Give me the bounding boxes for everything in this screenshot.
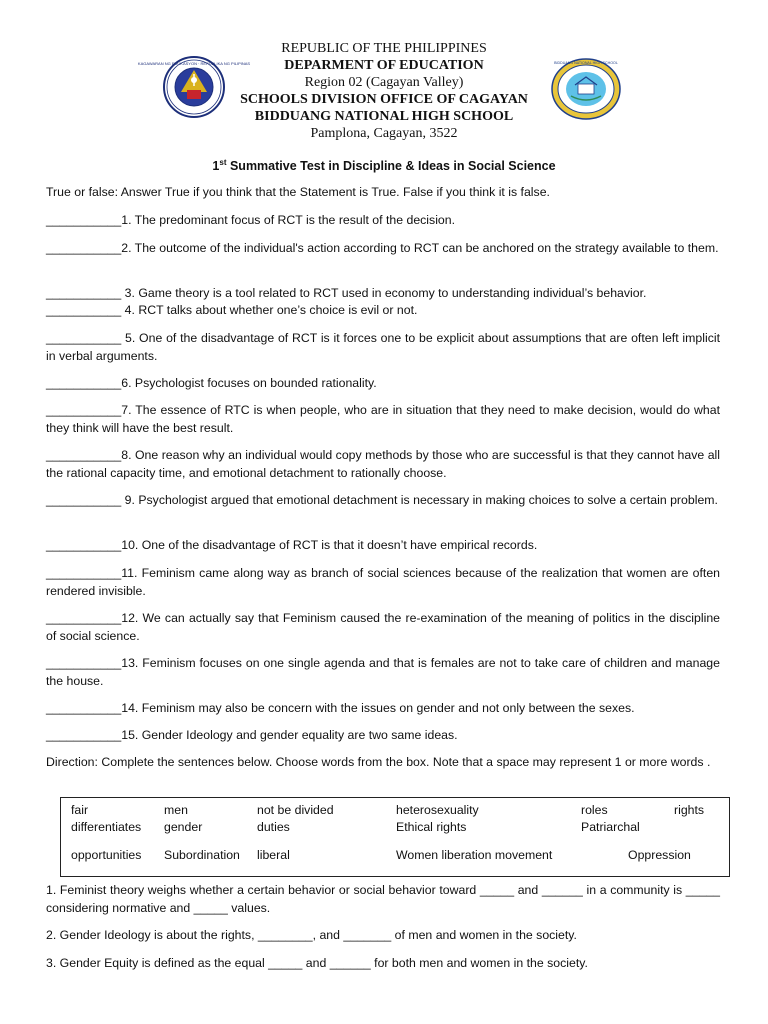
word-box-item: heterosexuality <box>396 803 479 817</box>
question-6: ___________6. Psychologist focuses on bounded rationality. <box>46 376 377 390</box>
division-line: SCHOOLS DIVISION OFFICE OF CAGAYAN <box>240 92 528 107</box>
title-number: 1 <box>212 159 220 174</box>
word-box-item: fair <box>71 803 89 817</box>
deped-seal-text: KAGAWARAN NG EDUKASYON · REPUBLIKA NG PILIPINAS <box>137 61 251 66</box>
word-box-item: Oppression <box>628 848 691 862</box>
word-box-item: Subordination <box>164 848 240 862</box>
word-box-item: rights <box>674 803 705 817</box>
address-line: Pamplona, Cagayan, 3522 <box>310 126 458 141</box>
question-7: ___________7. The essence of RTC is when people, who are in situation that they need to make decision, would do what they think will have the best result. <box>46 403 720 435</box>
word-box-item: not be divided <box>257 803 334 817</box>
direction-text: Direction: Complete the sentences below. Choose words from the box. Note that a space may represent 1 or more words . <box>46 755 711 769</box>
question-9: ___________ 9. Psychologist argued that emotional detachment is necessary in making choices to solve a certain problem. <box>46 493 718 507</box>
question-4: ___________ 4. RCT talks about whether one’s choice is evil or not. <box>46 303 418 317</box>
word-box-item: opportunities <box>71 848 142 862</box>
question-8: ___________8. One reason why an individual would copy methods by those who are successful is that they cannot have all the rational capacity time, and emotional detachment to rationally choose. <box>46 448 720 480</box>
title-suffix: st <box>219 158 227 167</box>
word-box-item: Patriarchal <box>581 820 640 834</box>
word-box-item: Ethical rights <box>396 820 467 834</box>
question-3: ___________ 3. Game theory is a tool related to RCT used in economy to understanding individual’s behavior. <box>46 286 647 300</box>
question-5: ___________ 5. One of the disadvantage of RCT is it forces one to be explicit about assumptions that are often left implicit in verbal arguments. <box>46 331 720 363</box>
instructions: True or false: Answer True if you think that the Statement is True. False if you think it is false. <box>46 185 550 199</box>
school-header <box>0 40 768 142</box>
word-box-item: differentiates <box>71 820 142 834</box>
republic-line: REPUBLIC OF THE PHILIPPINES <box>281 41 487 56</box>
question-10: ___________10. One of the disadvantage of RCT is that it doesn’t have empirical records. <box>46 538 538 552</box>
school-seal-text: BIDDUANG NATIONAL HIGH SCHOOL <box>554 61 618 65</box>
test-title <box>0 158 768 173</box>
word-box-item: roles <box>581 803 608 817</box>
school-line: BIDDUANG NATIONAL HIGH SCHOOL <box>254 109 514 124</box>
question-1: ___________1. The predominant focus of RCT is the result of the decision. <box>46 213 456 227</box>
completion-1: 1. Feminist theory weighs whether a certain behavior or social behavior toward _____ and ______ in a community is _____ considering normative and _____ values. <box>46 883 720 915</box>
question-15: ___________15. Gender Ideology and gender equality are two same ideas. <box>46 728 458 742</box>
question-14: ___________14. Feminism may also be concern with the issues on gender and not only between the sexes. <box>46 701 635 715</box>
word-box <box>60 797 730 877</box>
word-box-item: Women liberation movement <box>396 848 553 862</box>
question-13: ___________13. Feminism focuses on one single agenda and that is females are not to take care of children and manage the house. <box>46 656 720 688</box>
question-11: ___________11. Feminism came along way as branch of social sciences because of the realization that women are often rendered invisible. <box>46 566 720 598</box>
region-line: Region 02 (Cagayan Valley) <box>304 75 464 90</box>
title-text: Summative Test in Discipline & Ideas in Social Science <box>226 159 556 174</box>
word-box-item: duties <box>257 820 290 834</box>
question-2: ___________2. The outcome of the individual's action according to RCT can be anchored on the strategy available to them. <box>46 241 719 255</box>
word-box-item: gender <box>164 820 203 834</box>
completion-2: 2. Gender Ideology is about the rights, ________, and _______ of men and women in the society. <box>46 928 577 942</box>
completion-3: 3. Gender Equity is defined as the equal _____ and ______ for both men and women in the society. <box>46 956 588 970</box>
word-box-item: liberal <box>257 848 290 862</box>
word-box-item: men <box>164 803 188 817</box>
question-12: ___________12. We can actually say that Feminism caused the re-examination of the meaning of politics in the discipline of social science. <box>46 611 720 643</box>
department-line: DEPARMENT OF EDUCATION <box>284 58 484 73</box>
